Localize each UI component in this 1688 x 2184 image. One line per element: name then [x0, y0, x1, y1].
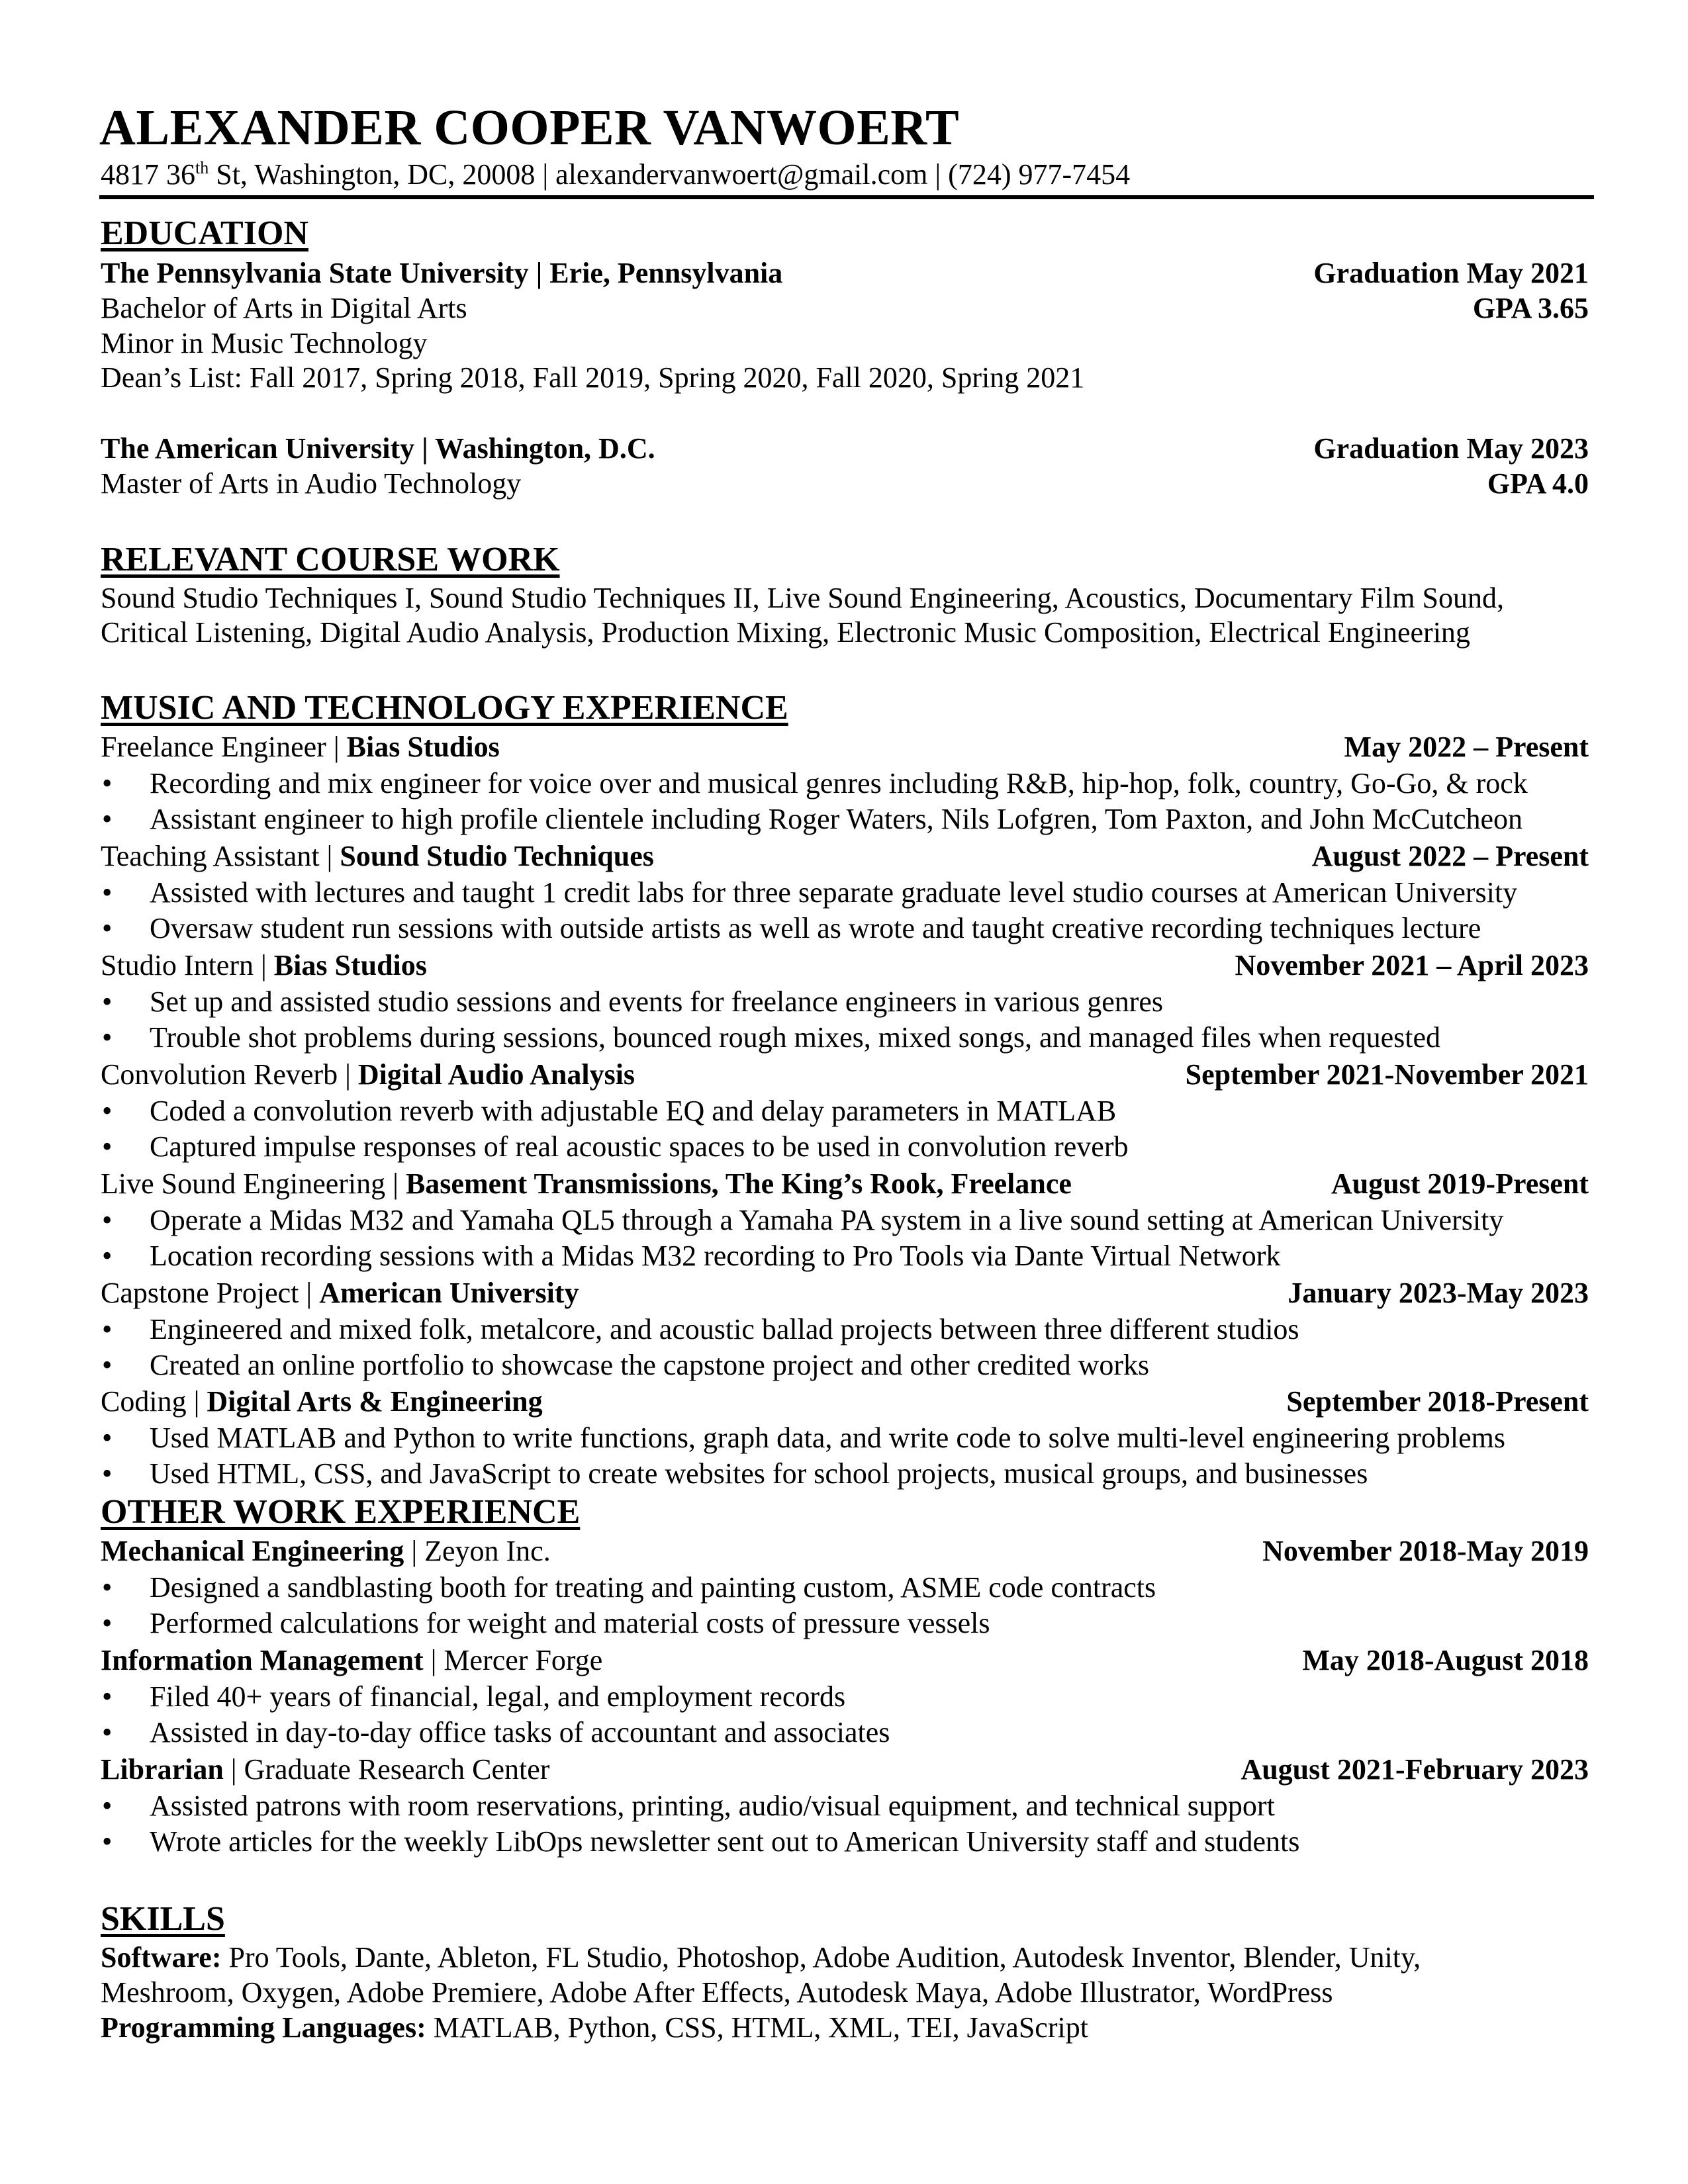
- bullet-icon: •: [102, 1607, 113, 1639]
- bullet-text: Set up and assisted studio sessions and events for freelance engineers in various genres: [150, 985, 1164, 1018]
- degree: Master of Arts in Audio Technology: [101, 467, 522, 500]
- graduation-date: Graduation May 2023: [1313, 432, 1589, 465]
- job-organization: Digital Audio Analysis: [357, 1058, 635, 1091]
- bullet-text: Used HTML, CSS, and JavaScript to create websites for school projects, musical groups, and businesses: [150, 1457, 1368, 1490]
- bullet-text: Wrote articles for the weekly LibOps newsletter sent out to American University staff and students: [150, 1825, 1300, 1858]
- bullet-item: [101, 1093, 1589, 1130]
- bullet-item: [101, 874, 1589, 911]
- separator: |: [299, 1277, 320, 1309]
- job-organization: Bias Studios: [346, 731, 500, 763]
- job-role: Mechanical Engineering: [101, 1535, 404, 1567]
- coursework-line: Sound Studio Techniques I, Sound Studio Techniques II, Live Sound Engineering, Acoustics, Documentary Film Sound,: [101, 582, 1504, 614]
- job-organization: Basement Transmissions, The King’s Rook, Freelance: [405, 1167, 1072, 1200]
- candidate-name: ALEXANDER COOPER VANWOERT: [99, 100, 960, 156]
- gpa: GPA 3.65: [1472, 292, 1589, 324]
- bullet-item: [101, 1019, 1589, 1056]
- job-organization: Graduate Research Center: [244, 1753, 550, 1786]
- bullet-item: [101, 983, 1589, 1021]
- address-superscript: th: [195, 158, 209, 177]
- job-date: May 2018-August 2018: [1302, 1644, 1589, 1676]
- programming-label: Programming Languages:: [101, 2011, 426, 2044]
- bullet-text: Coded a convolution reverb with adjustable EQ and delay parameters in MATLAB: [150, 1095, 1117, 1127]
- degree-row: [101, 290, 1589, 327]
- bullet-item: [101, 1311, 1589, 1348]
- bullet-icon: •: [102, 1349, 113, 1381]
- job-header-row: [101, 1056, 1589, 1093]
- bullet-icon: •: [102, 767, 113, 799]
- job-header-row: [101, 1165, 1589, 1203]
- bullet-item: [101, 1823, 1589, 1860]
- job-date: September 2021-November 2021: [1185, 1058, 1589, 1091]
- minor-row: [101, 325, 1589, 362]
- bullet-item: [101, 1569, 1589, 1606]
- job-header-row: [101, 1275, 1589, 1312]
- separator: |: [253, 949, 274, 981]
- job-role: Convolution Reverb: [101, 1058, 338, 1091]
- job-header-row: [101, 1383, 1589, 1420]
- job-role: Coding: [101, 1385, 187, 1418]
- bullet-icon: •: [102, 1790, 113, 1822]
- degree-row: [101, 465, 1589, 502]
- job-header-row: [101, 1751, 1589, 1788]
- section-heading-skills: SKILLS: [101, 1900, 225, 1938]
- graduation-date: Graduation May 2021: [1313, 257, 1589, 289]
- bullet-icon: •: [102, 1095, 113, 1127]
- bullet-item: [101, 1202, 1589, 1239]
- bullet-text: Captured impulse responses of real acoustic spaces to be used in convolution reverb: [150, 1130, 1129, 1163]
- bullet-icon: •: [102, 1457, 113, 1490]
- separator: |: [385, 1167, 406, 1200]
- bullet-text: Assisted patrons with room reservations, printing, audio/visual equipment, and technical support: [150, 1790, 1275, 1822]
- bullet-icon: •: [102, 1716, 113, 1749]
- bullet-item: [101, 1420, 1589, 1457]
- job-header-row: [101, 838, 1589, 875]
- job-role: Librarian: [101, 1753, 224, 1786]
- bullet-text: Filed 40+ years of financial, legal, and employment records: [150, 1680, 846, 1713]
- bullet-icon: •: [102, 803, 113, 835]
- separator: |: [319, 840, 340, 872]
- job-organization: Zeyon Inc.: [424, 1535, 551, 1567]
- bullet-text: Engineered and mixed folk, metalcore, and acoustic ballad projects between three different studios: [150, 1313, 1299, 1345]
- software-label: Software:: [101, 1941, 222, 1974]
- separator: |: [404, 1535, 425, 1567]
- job-header-row: [101, 1642, 1589, 1679]
- school-name: The Pennsylvania State University | Erie, Pennsylvania: [101, 257, 783, 289]
- bullet-item: [101, 1347, 1589, 1384]
- section-heading-music-experience: MUSIC AND TECHNOLOGY EXPERIENCE: [101, 689, 788, 727]
- bullet-item: [101, 1605, 1589, 1642]
- separator: |: [223, 1753, 244, 1786]
- address-number: 4817 36: [101, 158, 195, 191]
- school-row: [101, 255, 1589, 292]
- bullet-icon: •: [102, 1130, 113, 1163]
- header-divider: [99, 195, 1594, 199]
- school-row: [101, 430, 1589, 467]
- bullet-item: [101, 1678, 1589, 1715]
- bullet-text: Performed calculations for weight and material costs of pressure vessels: [150, 1607, 990, 1639]
- job-date: November 2021 – April 2023: [1235, 949, 1589, 981]
- degree: Bachelor of Arts in Digital Arts: [101, 292, 467, 324]
- bullet-text: Location recording sessions with a Midas M32 recording to Pro Tools via Dante Virtual Network: [150, 1240, 1281, 1272]
- bullet-item: [101, 801, 1589, 838]
- bullet-icon: •: [102, 1825, 113, 1858]
- bullet-text: Assistant engineer to high profile clientele including Roger Waters, Nils Lofgren, Tom Paxton, and John McCutcheon: [150, 803, 1523, 835]
- bullet-text: Used MATLAB and Python to write functions, graph data, and write code to solve multi-level engineering problems: [150, 1422, 1505, 1454]
- bullet-text: Designed a sandblasting booth for treating and painting custom, ASME code contracts: [150, 1571, 1156, 1604]
- school-name: The American University | Washington, D.C.: [101, 432, 655, 465]
- bullet-icon: •: [102, 876, 113, 909]
- bullet-text: Assisted with lectures and taught 1 credit labs for three separate graduate level studio courses at American University: [150, 876, 1518, 909]
- skills-software-row: [101, 1939, 1589, 1976]
- bullet-icon: •: [102, 1204, 113, 1236]
- bullet-icon: •: [102, 1313, 113, 1345]
- programming-list: MATLAB, Python, CSS, HTML, XML, TEI, JavaScript: [426, 2011, 1088, 2044]
- job-date: January 2023-May 2023: [1288, 1277, 1589, 1309]
- bullet-icon: •: [102, 1422, 113, 1454]
- job-role: Information Management: [101, 1644, 424, 1676]
- contact-details: St, Washington, DC, 20008 | alexandervanwoert@gmail.com | (724) 977-7454: [209, 158, 1131, 191]
- job-organization: Sound Studio Techniques: [340, 840, 654, 872]
- bullet-item: [101, 910, 1589, 947]
- bullet-text: Trouble shot problems during sessions, bounced rough mixes, mixed songs, and managed files when requested: [150, 1021, 1440, 1054]
- job-role: Capstone Project: [101, 1277, 299, 1309]
- job-organization: Digital Arts & Engineering: [207, 1385, 543, 1418]
- separator: |: [186, 1385, 207, 1418]
- section-heading-other-experience: OTHER WORK EXPERIENCE: [101, 1493, 581, 1531]
- job-role: Freelance Engineer: [101, 731, 326, 763]
- job-date: November 2018-May 2019: [1262, 1535, 1589, 1567]
- gpa: GPA 4.0: [1487, 467, 1589, 500]
- bullet-item: [101, 1238, 1589, 1275]
- bullet-text: Oversaw student run sessions with outside artists as well as wrote and taught creative recording techniques lecture: [150, 912, 1481, 944]
- coursework-line: Critical Listening, Digital Audio Analysis, Production Mixing, Electronic Music Composition, Electrical Engineering: [101, 616, 1470, 649]
- job-date: August 2022 – Present: [1311, 840, 1589, 872]
- job-organization: Mercer Forge: [444, 1644, 603, 1676]
- deans-list: Dean’s List: Fall 2017, Spring 2018, Fall 2019, Spring 2020, Fall 2020, Spring 2021: [101, 361, 1085, 394]
- bullet-item: [101, 1788, 1589, 1825]
- bullet-item: [101, 1128, 1589, 1165]
- separator: |: [423, 1644, 444, 1676]
- job-organization: Bias Studios: [273, 949, 427, 981]
- bullet-icon: •: [102, 1021, 113, 1054]
- bullet-item: [101, 1455, 1589, 1492]
- job-role: Live Sound Engineering: [101, 1167, 386, 1200]
- job-role: Teaching Assistant: [101, 840, 320, 872]
- section-heading-education: EDUCATION: [101, 214, 308, 252]
- bullet-text: Operate a Midas M32 and Yamaha QL5 through a Yamaha PA system in a live sound setting at American University: [150, 1204, 1504, 1236]
- bullet-text: Assisted in day-to-day office tasks of accountant and associates: [150, 1716, 890, 1749]
- section-heading-coursework: RELEVANT COURSE WORK: [101, 541, 560, 578]
- job-organization: American University: [319, 1277, 579, 1309]
- bullet-icon: •: [102, 1680, 113, 1713]
- minor: Minor in Music Technology: [101, 327, 428, 359]
- job-header-row: [101, 729, 1589, 766]
- bullet-icon: •: [102, 912, 113, 944]
- job-date: August 2021-February 2023: [1241, 1753, 1589, 1786]
- bullet-icon: •: [102, 985, 113, 1018]
- separator: |: [326, 731, 347, 763]
- bullet-text: Created an online portfolio to showcase the capstone project and other credited works: [150, 1349, 1150, 1381]
- job-date: August 2019-Present: [1331, 1167, 1589, 1200]
- job-role: Studio Intern: [101, 949, 254, 981]
- deans-list-row: [101, 359, 1589, 396]
- bullet-text: Recording and mix engineer for voice over and musical genres including R&B, hip-hop, folk, country, Go-Go, & rock: [150, 767, 1528, 799]
- skills-programming-row: [101, 2009, 1589, 2046]
- job-date: September 2018-Present: [1286, 1385, 1589, 1418]
- job-header-row: [101, 947, 1589, 984]
- bullet-item: [101, 765, 1589, 802]
- skills-software-row-continued: [101, 1974, 1589, 2011]
- job-header-row: [101, 1533, 1589, 1570]
- bullet-icon: •: [102, 1240, 113, 1272]
- separator: |: [338, 1058, 358, 1091]
- bullet-icon: •: [102, 1571, 113, 1604]
- job-date: May 2022 – Present: [1344, 731, 1589, 763]
- software-list-continued: Meshroom, Oxygen, Adobe Premiere, Adobe After Effects, Autodesk Maya, Adobe Illustrator, WordPress: [101, 1976, 1333, 2009]
- contact-line: [101, 156, 1130, 193]
- software-list: Pro Tools, Dante, Ableton, FL Studio, Photoshop, Adobe Audition, Autodesk Inventor, Blender, Unity,: [221, 1941, 1421, 1974]
- bullet-item: [101, 1714, 1589, 1751]
